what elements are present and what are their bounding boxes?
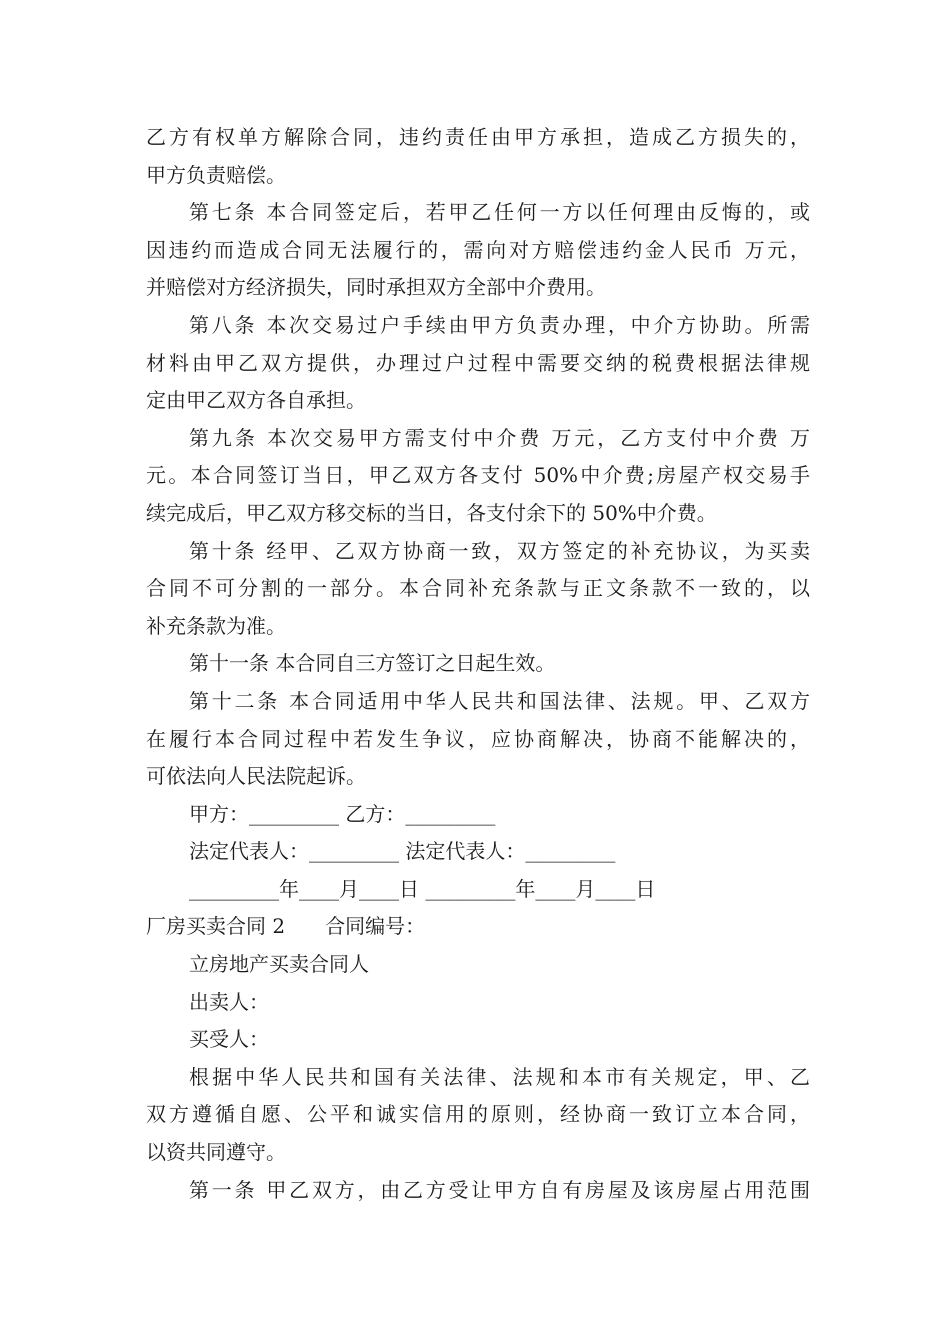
text-line: 第九条 本次交易甲方需支付中介费 万元，乙方支付中介费 万 xyxy=(189,425,810,450)
buyer-label: 买受人： xyxy=(189,1027,269,1052)
signature-party-line: 甲方：_________ 乙方：_________ xyxy=(189,801,496,826)
text-line: 甲方负责赔偿。 xyxy=(146,162,286,187)
text-line: 第十一条 本合同自三方签订之日起生效。 xyxy=(189,651,556,676)
text-line: 以资共同遵守。 xyxy=(146,1140,286,1165)
text-line: 因违约而造成合同无法履行的，需向对方赔偿违约金人民币 万元， xyxy=(146,237,810,262)
contract-heading xyxy=(146,908,810,946)
text-line: 立房地产买卖合同人 xyxy=(189,952,369,977)
text-line: 续完成后，甲乙双方移交标的当日，各支付余下的 50%中介费。 xyxy=(146,500,717,525)
contract-number-label: 合同编号： xyxy=(325,914,426,939)
text-line: 可依法向人民法院起诉。 xyxy=(146,764,366,789)
text-line: 双方遵循自愿、公平和诚实信用的原则，经协商一致订立本合同， xyxy=(146,1102,810,1127)
text-line: 第十二条 本合同适用中华人民共和国法律、法规。甲、乙双方 xyxy=(189,688,810,713)
text-line: 元。本合同签订当日，甲乙双方各支付 50%中介费;房屋产权交易手 xyxy=(146,463,810,488)
signature-representative-line: 法定代表人：_________ 法定代表人：_________ xyxy=(189,839,616,864)
text-line: 在履行本合同过程中若发生争议，应协商解决，协商不能解决的， xyxy=(146,726,810,751)
text-line: 第一条 甲乙双方，由乙方受让甲方自有房屋及该房屋占用范围 xyxy=(189,1177,810,1202)
text-line: 根据中华人民共和国有关法律、法规和本市有关规定，甲、乙 xyxy=(189,1064,810,1089)
text-line: 第七条 本合同签定后，若甲乙任何一方以任何理由反悔的，或 xyxy=(189,200,810,225)
text-line: 合同不可分割的一部分。本合同补充条款与正文条款不一致的，以 xyxy=(146,576,810,601)
text-line: 并赔偿对方经济损失，同时承担双方全部中介费用。 xyxy=(146,275,606,300)
text-line: 第八条 本次交易过户手续由甲方负责办理，中介方协助。所需 xyxy=(189,312,810,337)
text-line: 定由甲乙双方各自承担。 xyxy=(146,388,366,413)
text-line: 乙方有权单方解除合同，违约责任由甲方承担，造成乙方损失的， xyxy=(146,125,810,149)
text-line: 补充条款为准。 xyxy=(146,613,286,638)
text-line: 第十条 经甲、乙双方协商一致，双方签定的补充协议，为买卖 xyxy=(189,538,810,563)
contract-title: 厂房买卖合同 2 xyxy=(146,914,286,939)
seller-label: 出卖人： xyxy=(189,989,269,1014)
text-line: 材料由甲乙双方提供，办理过户过程中需要交纳的税费根据法律规 xyxy=(146,350,810,375)
signature-date-line: _________年____月____日 _________年____月____日 xyxy=(189,876,656,901)
document-page xyxy=(146,119,810,1209)
